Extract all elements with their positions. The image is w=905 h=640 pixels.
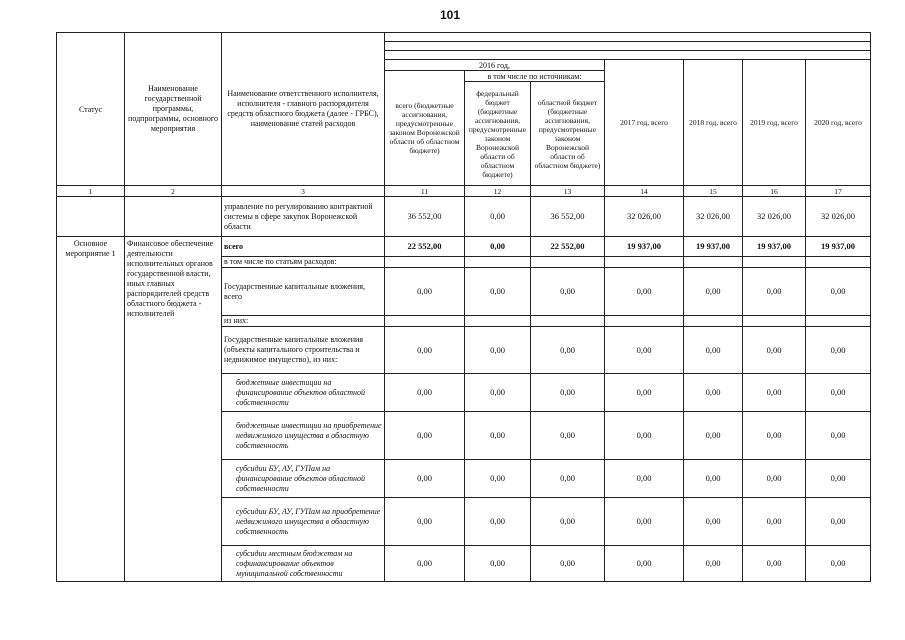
activity-name: Финансовое обеспечение деятельности исполнительных органов государственной власти, иных главных распорядителей средств областного бюджета - исполнителей (125, 237, 222, 582)
empty-cell (385, 316, 465, 327)
value-cell: 0,00 (743, 374, 806, 412)
value-cell: 0,00 (806, 498, 871, 546)
row-label: бюджетные инвестиции на приобретение недвижимого имущества в областную собственность (222, 412, 385, 460)
value-cell: 0,00 (684, 268, 743, 316)
value-cell: 0,00 (385, 546, 465, 582)
empty-cell (605, 316, 684, 327)
value-cell: 0,00 (806, 374, 871, 412)
value-cell: 0,00 (531, 460, 605, 498)
value-cell: 0,00 (684, 327, 743, 374)
page-number: 101 (440, 8, 461, 22)
value-cell: 0,00 (806, 412, 871, 460)
header-2019: 2019 год, всего (743, 60, 806, 186)
value-cell: 0,00 (605, 327, 684, 374)
value-cell: 0,00 (531, 268, 605, 316)
value-cell: 0,00 (385, 268, 465, 316)
value-cell: 0,00 (605, 412, 684, 460)
header-federal: федеральный бюджет (бюджетные ассигнования, предусмотренные законом Воронежской области об областном бюджете) (465, 82, 531, 186)
value-cell: 0,00 (531, 498, 605, 546)
col-number: 11 (385, 186, 465, 197)
header-2018: 2018 год, всего (684, 60, 743, 186)
value-cell: 0,00 (385, 498, 465, 546)
value-cell: 0,00 (465, 237, 531, 257)
value-cell: 0,00 (684, 498, 743, 546)
value-cell: 0,00 (605, 546, 684, 582)
header-program: Наименование государственной программы, подпрограммы, основного мероприятия (125, 33, 222, 186)
empty-cell (743, 257, 806, 268)
empty-cell (684, 257, 743, 268)
activity-status: Основное мероприятие 1 (57, 237, 125, 582)
value-cell: 0,00 (605, 268, 684, 316)
value-cell: 0,00 (684, 412, 743, 460)
value-cell: 32 026,00 (684, 197, 743, 237)
value-cell: 19 937,00 (743, 237, 806, 257)
value-cell: 32 026,00 (806, 197, 871, 237)
col-number: 16 (743, 186, 806, 197)
value-cell: 0,00 (385, 327, 465, 374)
value-cell: 0,00 (605, 374, 684, 412)
empty-cell (531, 257, 605, 268)
empty-cell (605, 257, 684, 268)
header-total-2016: всего (бюджетные ассигнования, предусмотренные законом Воронежской области об областном бюджете) (385, 71, 465, 186)
value-cell: 0,00 (743, 327, 806, 374)
row-label: из них: (222, 316, 385, 327)
empty-cell (806, 316, 871, 327)
value-cell: 0,00 (465, 546, 531, 582)
header-regional: областной бюджет (бюджетные ассигнования, предусмотренные законом Воронежской области об областном бюджете) (531, 82, 605, 186)
col-number: 13 (531, 186, 605, 197)
value-cell: 36 552,00 (385, 197, 465, 237)
header-executor: Наименование ответственного исполнителя, исполнителя - главного распорядителя средств областного бюджета (далее - ГРБС), наименование статей расходов (222, 33, 385, 186)
empty-cell (125, 197, 222, 237)
col-number: 12 (465, 186, 531, 197)
row-label: управление по регулированию контрактной системы в сфере закупок Воронежской области (222, 197, 385, 237)
col-number: 1 (57, 186, 125, 197)
value-cell: 0,00 (531, 374, 605, 412)
col-number: 3 (222, 186, 385, 197)
value-cell: 0,00 (531, 327, 605, 374)
col-number: 2 (125, 186, 222, 197)
value-cell: 0,00 (743, 268, 806, 316)
value-cell: 22 552,00 (385, 237, 465, 257)
value-cell: 0,00 (684, 546, 743, 582)
budget-table (56, 32, 871, 582)
value-cell: 0,00 (605, 498, 684, 546)
value-cell: 0,00 (684, 460, 743, 498)
value-cell: 0,00 (465, 197, 531, 237)
value-cell: 19 937,00 (806, 237, 871, 257)
value-cell: 0,00 (743, 546, 806, 582)
value-cell: 0,00 (465, 460, 531, 498)
empty-cell (465, 316, 531, 327)
empty-cell (57, 197, 125, 237)
empty-cell (385, 257, 465, 268)
value-cell: 0,00 (465, 374, 531, 412)
header-2017: 2017 год, всего (605, 60, 684, 186)
empty-cell (531, 316, 605, 327)
value-cell: 0,00 (605, 460, 684, 498)
header-status: Статус (57, 33, 125, 186)
value-cell: 0,00 (531, 412, 605, 460)
value-cell: 0,00 (806, 546, 871, 582)
table-row (57, 237, 871, 257)
header-blank-row (385, 33, 871, 42)
value-cell: 36 552,00 (531, 197, 605, 237)
value-cell: 0,00 (465, 498, 531, 546)
value-cell: 32 026,00 (605, 197, 684, 237)
value-cell: 0,00 (806, 327, 871, 374)
value-cell: 0,00 (385, 460, 465, 498)
value-cell: 0,00 (465, 327, 531, 374)
header-year-2016: 2016 год, (385, 60, 605, 71)
value-cell: 0,00 (806, 268, 871, 316)
value-cell: 0,00 (684, 374, 743, 412)
col-number: 15 (684, 186, 743, 197)
value-cell: 19 937,00 (605, 237, 684, 257)
value-cell: 32 026,00 (743, 197, 806, 237)
value-cell: 0,00 (385, 374, 465, 412)
row-label: Государственные капитальные вложения, всего (222, 268, 385, 316)
row-label: субсидии местным бюджетам на софинансирование объектов муниципальной собственности (222, 546, 385, 582)
table-row (57, 197, 871, 237)
value-cell: 0,00 (743, 412, 806, 460)
row-label: Государственные капитальные вложения (объекты капитального строительства и недвижимое имущество), из них: (222, 327, 385, 374)
row-label: бюджетные инвестиции на финансирование объектов областной собственности (222, 374, 385, 412)
row-label: в том числе по статьям расходов: (222, 257, 385, 268)
row-label: субсидии БУ, АУ, ГУПам на финансирование объектов областной собственности (222, 460, 385, 498)
col-number: 14 (605, 186, 684, 197)
col-number: 17 (806, 186, 871, 197)
value-cell: 0,00 (806, 460, 871, 498)
header-2020: 2020 год, всего (806, 60, 871, 186)
value-cell: 0,00 (743, 498, 806, 546)
empty-cell (465, 257, 531, 268)
empty-cell (743, 316, 806, 327)
value-cell: 0,00 (465, 412, 531, 460)
value-cell: 0,00 (743, 460, 806, 498)
empty-cell (806, 257, 871, 268)
value-cell: 0,00 (385, 412, 465, 460)
header-sources: в том числе по источникам: (465, 71, 605, 82)
value-cell: 19 937,00 (684, 237, 743, 257)
row-label: всего (222, 237, 385, 257)
value-cell: 22 552,00 (531, 237, 605, 257)
header-blank-row (385, 51, 871, 60)
empty-cell (684, 316, 743, 327)
value-cell: 0,00 (465, 268, 531, 316)
header-blank-row (385, 42, 871, 51)
value-cell: 0,00 (531, 546, 605, 582)
row-label: субсидии БУ, АУ, ГУПам на приобретение недвижимого имущества в областную собственность (222, 498, 385, 546)
